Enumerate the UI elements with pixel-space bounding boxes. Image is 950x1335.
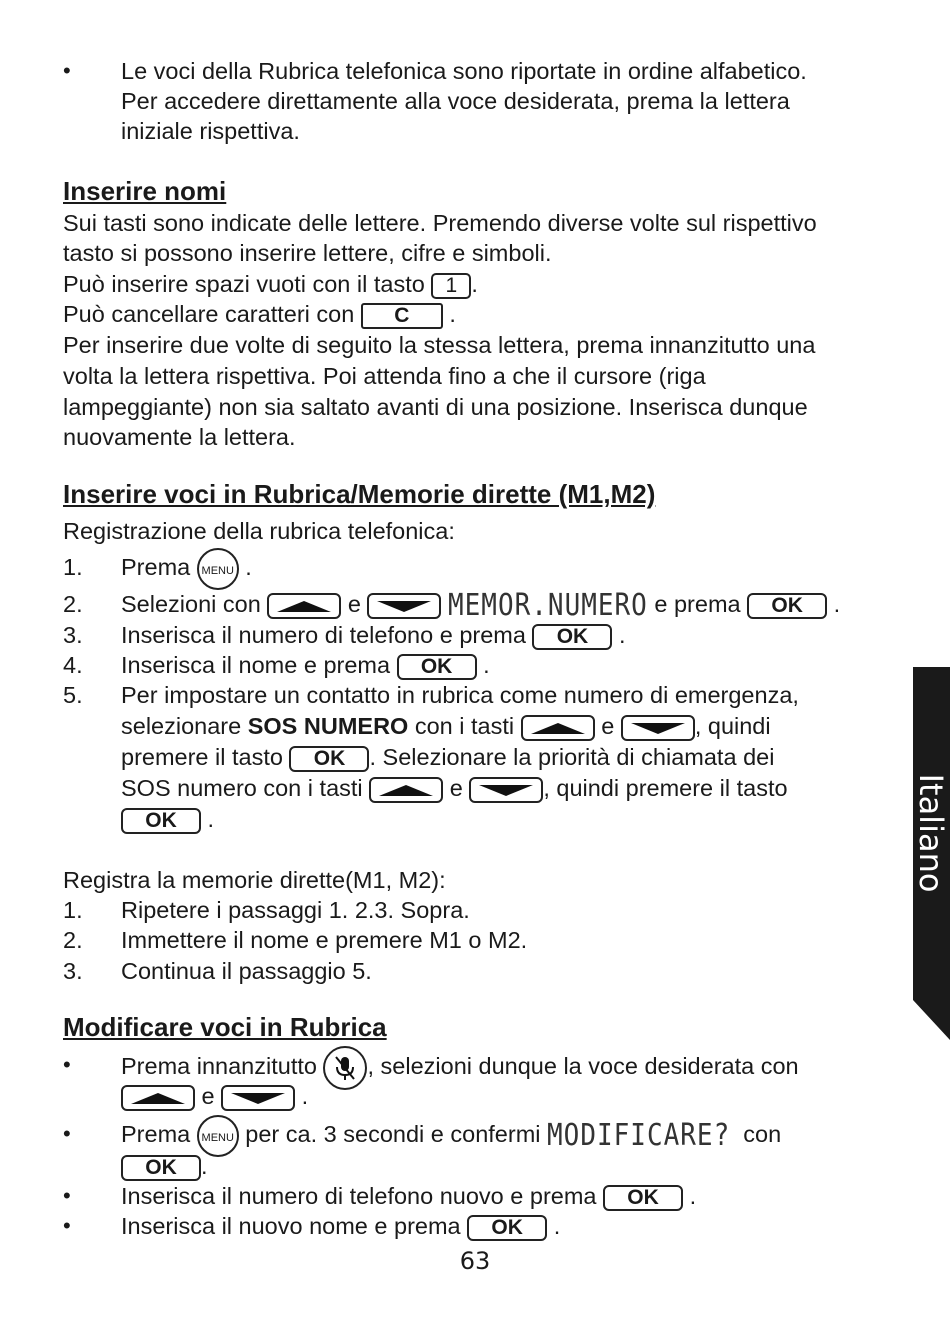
menu-key-icon: MENU: [197, 548, 239, 590]
bullet-marker: •: [63, 1213, 71, 1238]
bullet-marker: •: [63, 1052, 71, 1077]
s3-b2-text: Prema: [121, 1121, 191, 1147]
step-5-l5-end: .: [207, 806, 215, 832]
step-number: 2.: [63, 591, 83, 617]
tab-tail-shape: [913, 1000, 950, 1040]
step-2-and: e: [347, 591, 361, 617]
s3-bullet-1-line-2: [121, 1081, 308, 1111]
arrow-up-key-icon: [369, 777, 443, 803]
s3-b1-text-2: , selezioni dunque la voce desiderata con: [367, 1053, 799, 1079]
step-2-text: Selezioni con: [121, 591, 261, 617]
step-5-line-4: [121, 773, 788, 803]
s3-bullet-3: [121, 1181, 696, 1211]
key-1-icon: 1: [431, 273, 471, 299]
s1-line-6: volta la lettera rispettiva. Poi attenda fino a che il cursore (riga: [63, 363, 706, 389]
s1-line-2: tasto si possono inserire lettere, cifre e simboli.: [63, 240, 552, 266]
step-5-l2-and: e: [601, 713, 615, 739]
s3-b2-end: .: [201, 1153, 208, 1179]
s3-b3-text: Inserisca il numero di telefono nuovo e prema: [121, 1183, 597, 1209]
step-5-l2-end: , quindi: [694, 713, 771, 739]
step-5-line-2: [121, 711, 771, 741]
step-1: [121, 546, 252, 590]
bullet-marker: •: [63, 1121, 71, 1146]
lcd-modificare: MODIFICARE?: [547, 1118, 731, 1154]
s1-line-3-end: .: [471, 271, 478, 297]
step-2-end: .: [833, 591, 841, 617]
s3-b4-text: Inserisca il nuovo nome e prema: [121, 1213, 461, 1239]
menu-key-icon: MENU: [197, 1115, 239, 1157]
s3-bullet-2-line-1: [121, 1113, 781, 1157]
step-3-end: .: [619, 622, 626, 648]
s1-line-4: [63, 299, 456, 329]
s3-b4-end: .: [553, 1213, 561, 1239]
step-4: [121, 650, 490, 680]
step-number: 3.: [63, 958, 83, 984]
sos-numero-label: SOS NUMERO: [247, 713, 409, 739]
step-5-l3-text: premere il tasto: [121, 744, 283, 770]
step-number: 1.: [63, 897, 83, 923]
section-title-modificare: Modificare voci in Rubrica: [63, 1012, 387, 1042]
s1-line-5: Per inserire due volte di seguito la stessa lettera, prema innanzitutto una: [63, 332, 816, 358]
step-number: 1.: [63, 554, 83, 580]
arrow-down-key-icon: [621, 715, 695, 741]
step-3-text: Inserisca il numero di telefono e prema: [121, 622, 526, 648]
s1-line-8: nuovamente la lettera.: [63, 424, 296, 450]
step-5-l3-end: . Selezionare la priorità di chiamata dei: [369, 744, 775, 770]
s3-b2-con: con: [743, 1121, 782, 1147]
step-number: 2.: [63, 927, 83, 953]
step-2-prema: e prema: [654, 591, 741, 617]
arrow-down-key-icon: [221, 1085, 295, 1111]
step-4-text: Inserisca il nome e prema: [121, 652, 391, 678]
step-number: 5.: [63, 682, 83, 708]
step-5-l4-text: SOS numero con i tasti: [121, 775, 363, 801]
arrow-up-key-icon: [267, 593, 341, 619]
s2-intro: Registrazione della rubrica telefonica:: [63, 518, 455, 544]
lcd-memor-numero: MEMOR.NUMERO: [448, 588, 648, 624]
ok-key-icon: OK: [467, 1215, 547, 1241]
bullet-marker: •: [63, 1183, 71, 1208]
step-5-l2-tasti: con i tasti: [414, 713, 515, 739]
s3-bullet-2-line-2: [121, 1151, 208, 1181]
arrow-down-key-icon: [469, 777, 543, 803]
ok-key-icon: OK: [289, 746, 369, 772]
intro-line-1: Le voci della Rubrica telefonica sono riportate in ordine alfabetico.: [121, 58, 807, 84]
step-5-line-3: [121, 742, 774, 772]
s3-bullet-4: [121, 1211, 560, 1241]
section-title-inserire-voci: Inserire voci in Rubrica/Memorie dirette (M1,M2): [63, 479, 656, 509]
s3-b3-end: .: [689, 1183, 697, 1209]
step-5-l2-text: selezionare: [121, 713, 242, 739]
memo-step-2: Immettere il nome e premere M1 o M2.: [121, 927, 528, 953]
section-title-inserire-nomi: Inserire nomi: [63, 176, 227, 206]
memo-step-1: Ripetere i passaggi 1. 2.3. Sopra.: [121, 897, 470, 923]
step-1-text: Prema: [121, 554, 191, 580]
mute-microphone-key-icon: [323, 1046, 367, 1090]
step-5-l4-end: , quindi premere il tasto: [543, 775, 788, 801]
language-tab-label: Italiano: [912, 773, 950, 893]
memo-step-3: Continua il passaggio 5.: [121, 958, 372, 984]
s3-b1-text: Prema innanzitutto: [121, 1053, 317, 1079]
s1-line-4-end: .: [449, 301, 456, 327]
step-5-line-1: Per impostare un contatto in rubrica come numero di emergenza,: [121, 682, 799, 708]
step-4-end: .: [483, 652, 490, 678]
arrow-up-key-icon: [121, 1085, 195, 1111]
s3-b1-end: .: [301, 1083, 309, 1109]
ok-key-icon: OK: [747, 593, 827, 619]
step-5-l4-and: e: [449, 775, 463, 801]
ok-key-icon: OK: [397, 654, 477, 680]
memo-intro: Registra la memorie dirette(M1, M2):: [63, 867, 446, 893]
s1-line-7: lampeggiante) non sia saltato avanti di una posizione. Inserisca dunque: [63, 394, 808, 420]
bullet-marker: •: [63, 58, 71, 83]
s1-line-3-text: Può inserire spazi vuoti con il tasto: [63, 271, 425, 297]
step-3: [121, 620, 626, 650]
arrow-up-key-icon: [521, 715, 595, 741]
step-5-line-5: [121, 804, 214, 834]
step-1-end: .: [245, 554, 252, 580]
ok-key-icon: OK: [121, 1155, 201, 1181]
step-number: 3.: [63, 622, 83, 648]
page-number: 63: [459, 1247, 491, 1275]
intro-line-3: iniziale rispettiva.: [121, 118, 300, 144]
ok-key-icon: OK: [121, 808, 201, 834]
step-number: 4.: [63, 652, 83, 678]
s1-line-1: Sui tasti sono indicate delle lettere. Premendo diverse volte sul rispettivo: [63, 210, 817, 236]
ok-key-icon: OK: [532, 624, 612, 650]
s3-b1-and: e: [201, 1083, 215, 1109]
s3-b2-text-2: per ca. 3 secondi e confermi: [245, 1121, 541, 1147]
step-2: [121, 588, 841, 624]
key-c-icon: C: [361, 303, 443, 329]
ok-key-icon: OK: [603, 1185, 683, 1211]
arrow-down-key-icon: [367, 593, 441, 619]
s1-line-3: [63, 269, 478, 299]
intro-line-2: Per accedere direttamente alla voce desiderata, prema la lettera: [121, 88, 790, 114]
s1-line-4-text: Può cancellare caratteri con: [63, 301, 355, 327]
